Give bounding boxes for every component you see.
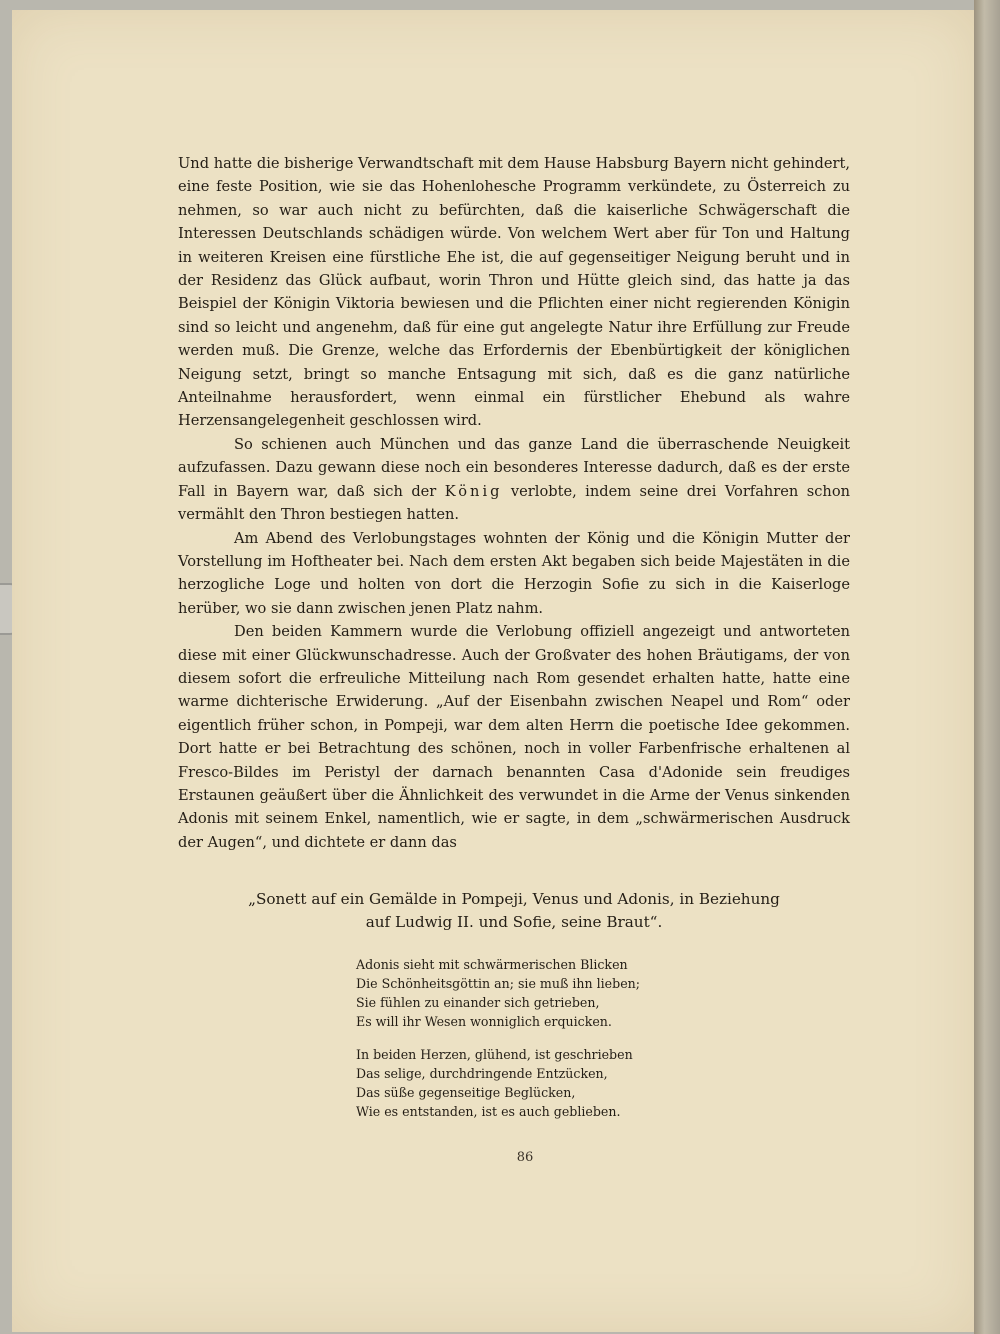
poem-line: Das selige, durchdringende Entzücken, (356, 1066, 608, 1081)
paragraph-1: Und hatte die bisherige Verwandtschaft mit dem Hause Habsburg Bayern nicht gehindert, eine feste Position, wie sie das Hohenlohesche Programm verkündete, zu Österreich zu nehmen, so war auch nicht zu befürchten, daß die kaiserliche Schwägerschaft die Interessen Deutschlands schädigen würde. Von welchem Wert aber für Ton und Haltung in weiteren Kreisen eine fürstliche Ehe ist, die auf gegenseitiger Neigung beruht und in der Residenz das Glück aufbaut, worin Thron und Hütte gleich sind, das hatte ja das Beispiel der Königin Viktoria bewiesen und die Pflichten einer nicht regierenden Königin sind so leicht und angenehm, daß für eine gut angelegte Natur ihre Erfüllung zur Freude werden muß. Die Grenze, welche das Erfordernis der Ebenbürtigkeit der königlichen Neigung setzt, bringt so manche Entsagung mit sich, daß es die ganz natürliche Anteilnahme herausfordert, wenn einmal ein fürstlicher Ehebund als wahre Herzensangelegenheit geschlossen wird. (178, 155, 850, 430)
sonnet-heading-line-1: „Sonett auf ein Gemälde in Pompeji, Venus und Adonis, in Beziehung (248, 890, 780, 908)
poem-line: In beiden Herzen, glühend, ist geschrieben (356, 1047, 633, 1062)
poem-line: Es will ihr Wesen wonniglich erquicken. (356, 1014, 612, 1029)
body-text (178, 152, 850, 854)
page-number: 86 (516, 1150, 534, 1165)
sonnet-stanza-1 (356, 955, 640, 1031)
sonnet-heading-line-2: auf Ludwig II. und Sofie, seine Braut“. (365, 913, 663, 931)
paragraph-2-end: verlobte, indem seine drei Vorfahren schon vermählt den Thron bestiegen hatten. (178, 482, 851, 524)
sonnet-stanza-2 (356, 1045, 640, 1121)
poem-line: Adonis sieht mit schwärmerischen Blicken (356, 957, 628, 972)
paragraph-2 (178, 433, 850, 527)
poem-line: Die Schönheitsgöttin an; sie muß ihn lieben; (356, 976, 640, 991)
poem-line: Das süße gegenseitige Beglücken, (356, 1085, 576, 1100)
paragraph-3: Am Abend des Verlobungstages wohnten der König und die Königin Mutter der Vorstellung im Hoftheater bei. Nach dem ersten Akt begaben sich beide Majestäten in die herzogliche Loge und holten von dort die Herzogin Sofie zu sich in die Kaiserloge herüber, wo sie dann zwischen jenen Platz nahm. (178, 529, 850, 617)
paragraph-2-start: So schienen auch München und das ganze Land die überraschende Neuigkeit aufzufassen. Dazu gewann diese noch ein besonderes Interesse dadurch, daß es der erste Fall in Bayern war, daß sich der (178, 435, 850, 500)
book-spine-edge (974, 0, 1000, 1334)
spaced-word-koenig: König (444, 482, 503, 500)
sonnet-heading (178, 888, 850, 934)
poem-line: Wie es entstanden, ist es auch geblieben. (356, 1104, 621, 1119)
sonnet (356, 955, 640, 1135)
paragraph-4: Den beiden Kammern wurde die Verlobung offiziell angezeigt und antworteten diese mit einer Glückwunschadresse. Auch der Großvater des hohen Bräutigams, der von diesem sofort die erfreuliche Mitteilung nach Rom gesendet erhalten hatte, hatte eine warme dichterische Erwiderung. „Auf der Eisenbahn zwischen Neapel und Rom“ oder eigentlich früher schon, in Pompeji, war dem alten Herrn die poetische Idee gekommen. Dort hatte er bei Betrachtung des schönen, noch in voller Farbenfrische erhaltenen al Fresco-Bildes im Peristyl der darnach benannten Casa d'Adonide sein freudiges Erstaunen geäußert über die Ähnlichkeit des verwundet in die Arme der Venus sinkenden Adonis mit seinem Enkel, namentlich, wie er sagte, in dem „schwärmerischen Ausdruck der Augen“, und dichtete er dann das (178, 623, 850, 851)
poem-line: Sie fühlen zu einander sich getrieben, (356, 995, 600, 1010)
